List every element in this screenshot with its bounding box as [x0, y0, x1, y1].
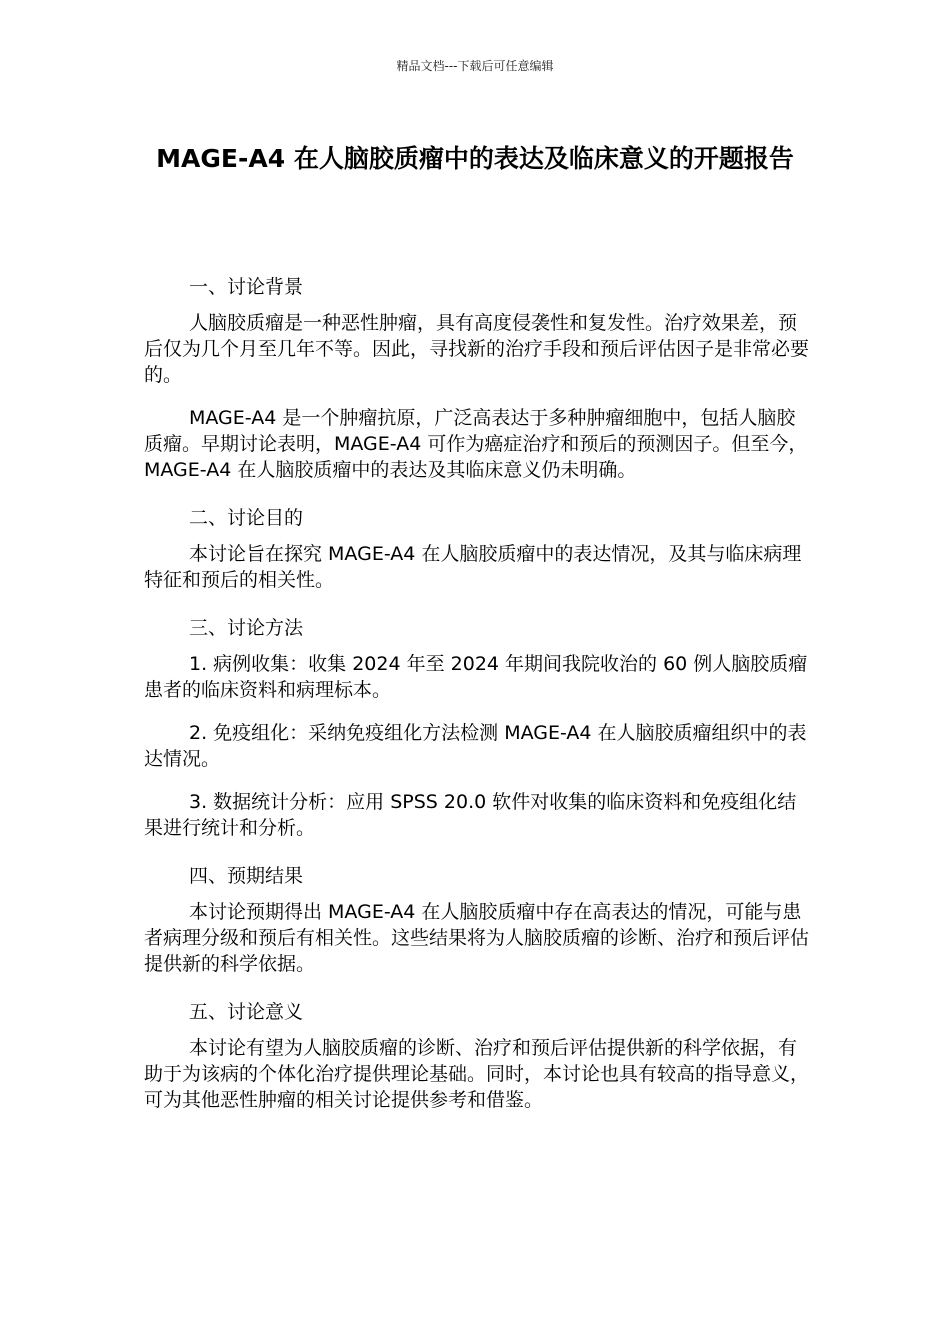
section-heading-background: 一、讨论背景	[189, 276, 304, 298]
document-body	[144, 269, 809, 1130]
section-heading-methods: 三、讨论方法	[189, 617, 304, 639]
method-item: 2. 免疫组化：采纳免疫组化方法检测 MAGE-A4 在人脑胶质瘤组织中的表达情况。	[144, 722, 807, 770]
section-heading-purpose: 二、讨论目的	[189, 507, 304, 529]
paragraph: 本讨论预期得出 MAGE-A4 在人脑胶质瘤中存在高表达的情况，可能与患者病理分级和预后有相关性。这些结果将为人脑胶质瘤的诊断、治疗和预后评估提供新的科学依据。	[144, 901, 810, 975]
document-title: MAGE-A4 在人脑胶质瘤中的表达及临床意义的开题报告	[156, 144, 794, 173]
section-heading-significance: 五、讨论意义	[189, 1001, 304, 1023]
paragraph: 人脑胶质瘤是一种恶性肿瘤，具有高度侵袭性和复发性。治疗效果差，预后仅为几个月至几年不等。因此，寻找新的治疗手段和预后评估因子是非常必要的。	[144, 312, 810, 386]
method-item: 3. 数据统计分析：应用 SPSS 20.0 软件对收集的临床资料和免疫组化结果进行统计和分析。	[144, 791, 797, 839]
paragraph: 本讨论有望为人脑胶质瘤的诊断、治疗和预后评估提供新的科学依据，有助于为该病的个体化治疗提供理论基础。同时，本讨论也具有较高的指导意义，可为其他恶性肿瘤的相关讨论提供参考和借鉴。	[144, 1037, 810, 1111]
paragraph: MAGE-A4 是一个肿瘤抗原，广泛高表达于多种肿瘤细胞中，包括人脑胶质瘤。早期讨论表明，MAGE-A4 可作为癌症治疗和预后的预测因子。但至今，MAGE-A4 在人脑胶质瘤中的表达及其临床意义仍未明确。	[144, 407, 808, 481]
paragraph: 本讨论旨在探究 MAGE-A4 在人脑胶质瘤中的表达情况，及其与临床病理特征和预后的相关性。	[144, 543, 802, 591]
method-item: 1. 病例收集：收集 2024 年至 2024 年期间我院收治的 60 例人脑胶质瘤患者的临床资料和病理标本。	[144, 653, 808, 701]
header-note: 精品文档---下载后可任意编辑	[396, 59, 554, 73]
section-heading-expected-results: 四、预期结果	[189, 865, 304, 887]
